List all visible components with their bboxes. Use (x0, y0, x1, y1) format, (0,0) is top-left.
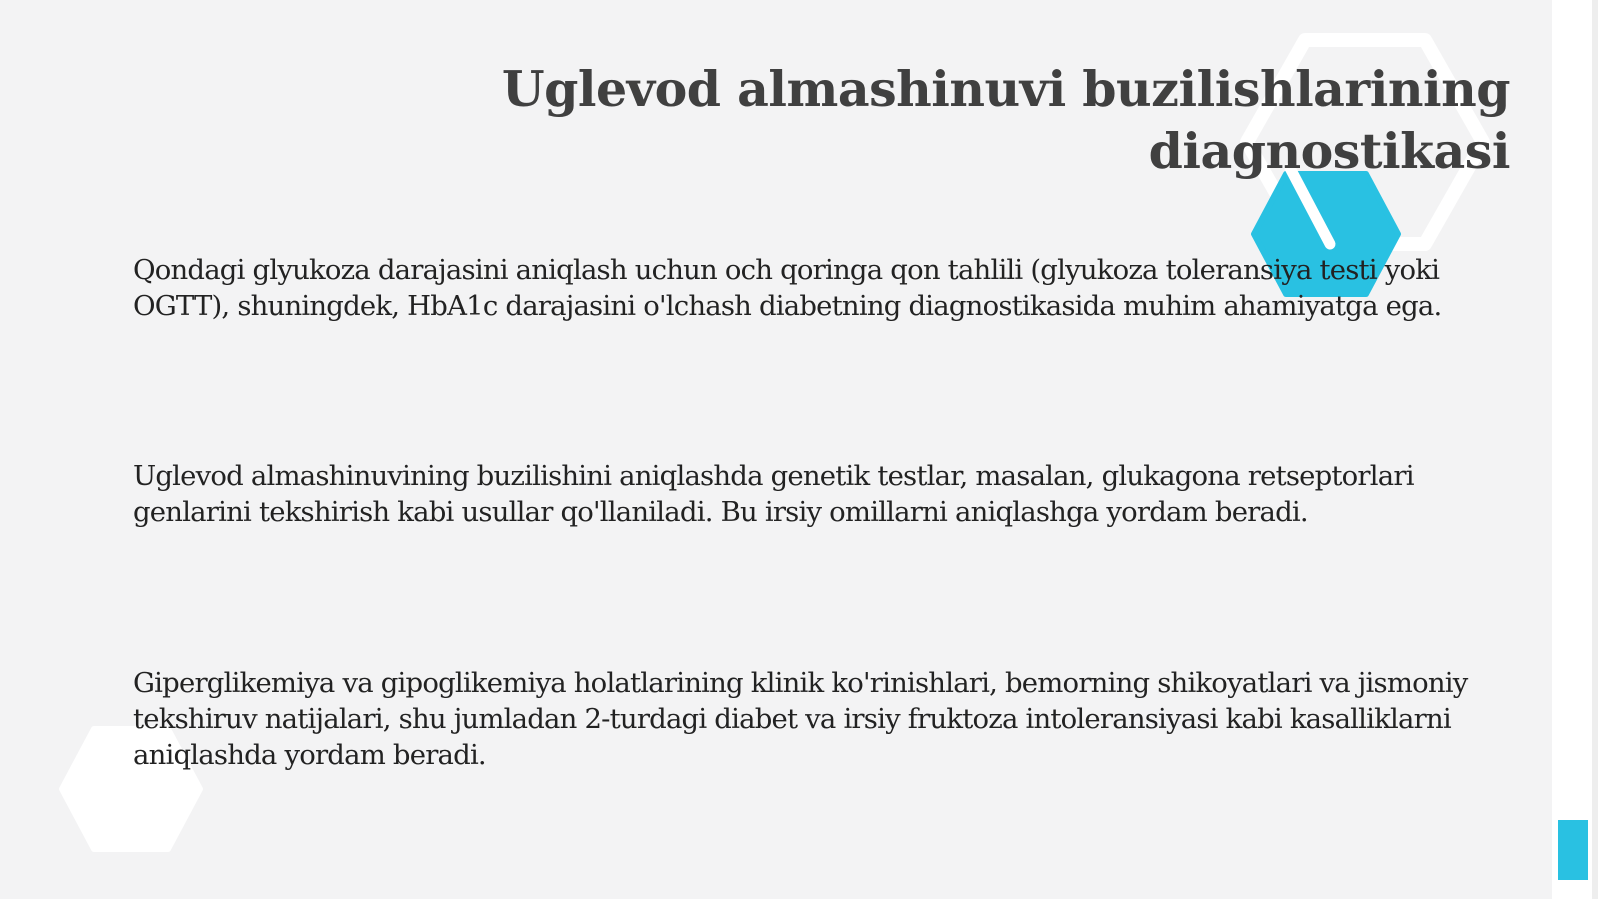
paragraph-clinical-signs: Giperglikemiya va gipoglikemiya holatlarining klinik ko'rinishlari, bemorning shikoyatlari va jismoniy tekshiruv natijalari, shu jumladan 2-turdagi diabet va irsiy fruktoza intoleransiyasi kabi kasalliklarni aniqlashda yordam beradi. (133, 667, 1468, 771)
paragraph-diagnostics-tests: Qondagi glyukoza darajasini aniqlash uchun och qoringa qon tahlili (glyukoza toleransiya testi yoki OGTT), shuningdek, HbA1c darajasini o'lchash diabetning diagnostikasida muhim ahamiyatga ega. (133, 254, 1442, 322)
paragraph-genetic-tests: Uglevod almashinuvining buzilishini aniqlashda genetik testlar, masalan, glukagona retseptorlari genlarini tekshirish kabi usullar qo'llaniladi. Bu irsiy omillarni aniqlashga yordam beradi. (133, 460, 1414, 528)
scrollbar-thumb[interactable] (1558, 820, 1588, 880)
slide-title: Uglevod almashinuvi buzilishlarining diagnostikasi (501, 60, 1510, 180)
scrollbar-track[interactable] (1592, 0, 1598, 899)
